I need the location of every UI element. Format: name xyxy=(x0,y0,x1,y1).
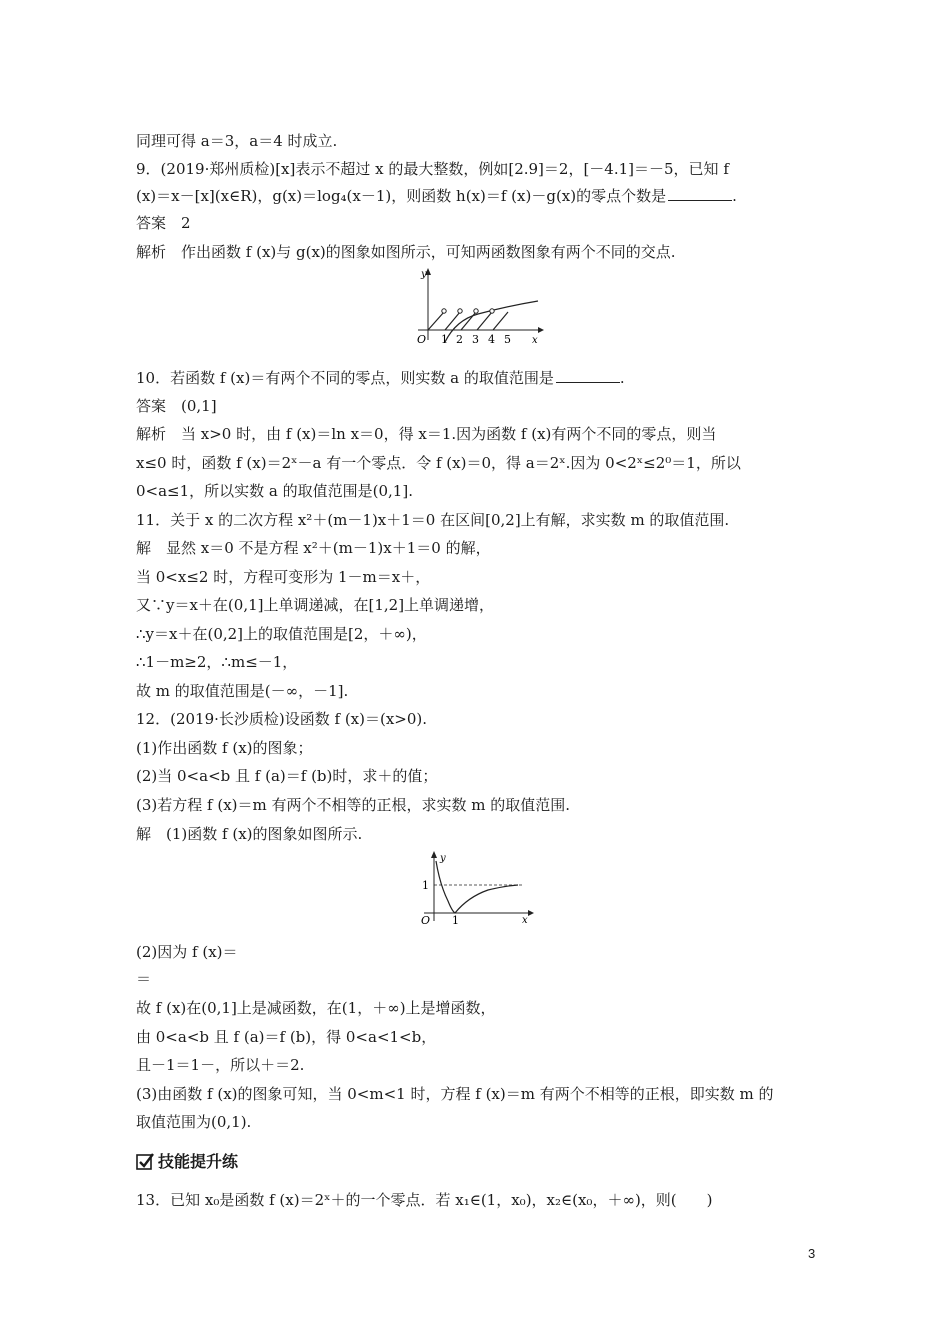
answer-blank xyxy=(668,186,732,201)
y-axis-label: y xyxy=(440,853,446,864)
text-line: (2)因为 f (x)＝ xyxy=(136,943,238,961)
analysis-line: 解析 作出函数 f (x)与 g(x)的图象如图所示，可知两函数图象有两个不同的交点. xyxy=(136,243,676,261)
x-axis-label: x xyxy=(532,335,538,346)
text-line: ＝ xyxy=(136,970,152,988)
text-line: 13．已知 x₀是函数 f (x)＝2ˣ＋的一个零点．若 x₁∈(1，x₀)，x₂∈(x₀，＋∞)，则( ) xyxy=(136,1191,713,1209)
text-line: (3)由函数 f (x)的图象可知，当 0<m<1 时，方程 f (x)＝m 有两个不相等的正根，即实数 m 的 xyxy=(136,1085,774,1103)
text-line: 12．(2019·长沙质检)设函数 f (x)＝(x>0). xyxy=(136,710,428,728)
section-heading xyxy=(136,1152,238,1172)
page-number: 3 xyxy=(808,1246,816,1261)
answer-line: 答案 (0,1] xyxy=(136,397,217,415)
x-tick-label: 1 xyxy=(441,333,448,346)
y-tick-label: 1 xyxy=(422,879,429,892)
text-line: (2)当 0<a<b 且 f (a)＝f (b)时，求＋的值； xyxy=(136,767,438,785)
text-line: ∴y＝x＋在(0,2]上的取值范围是[2，＋∞)， xyxy=(136,625,427,643)
answer-blank xyxy=(556,368,620,383)
origin-label: O xyxy=(421,914,431,925)
text-line: 11．关于 x 的二次方程 x²＋(m－1)x＋1＝0 在区间[0,2]上有解，求实数 m 的取值范围. xyxy=(136,511,730,529)
text-line: 又∵y＝x＋在(0,1]上单调递减，在[1,2]上单调递增， xyxy=(136,596,495,614)
x-tick-label: 4 xyxy=(488,333,495,346)
x-tick-label: 2 xyxy=(456,333,463,346)
figure-abs-function-graph xyxy=(418,851,534,925)
text-line: 同理可得 a＝3，a＝4 时成立. xyxy=(136,132,338,150)
text-line xyxy=(136,186,737,206)
y-axis-label: y xyxy=(421,269,427,280)
checkbox-check-icon xyxy=(136,1153,154,1171)
text-line: 解 显然 x＝0 不是方程 x²＋(m－1)x＋1＝0 的解， xyxy=(136,539,491,557)
text-segment: (x)＝x－[x](x∈R)，g(x)＝log₄(x－1)，则函数 h(x)＝f (x)－g(x)的零点个数是 xyxy=(136,187,667,205)
text-line: 9．(2019·郑州质检)[x]表示不超过 x 的最大整数，例如[2.9]＝2，[－4.1]＝－5，已知 f xyxy=(136,160,729,178)
origin-label: O xyxy=(417,333,427,346)
x-axis-label: x xyxy=(522,915,528,925)
text-line: 解 (1)函数 f (x)的图象如图所示. xyxy=(136,825,363,843)
answer-line: 答案 2 xyxy=(136,214,191,232)
text-line: (3)若方程 f (x)＝m 有两个不相等的正根，求实数 m 的取值范围. xyxy=(136,796,571,814)
text-line: (1)作出函数 f (x)的图象； xyxy=(136,739,313,757)
x-tick-label: 3 xyxy=(472,333,479,346)
text-line: 当 0<x≤2 时，方程可变形为 1－m＝x＋， xyxy=(136,568,431,586)
text-segment: . xyxy=(619,369,625,387)
x-tick-label: 5 xyxy=(504,333,511,346)
text-line: 且－1＝1－，所以＋＝2. xyxy=(136,1056,305,1074)
analysis-line: 解析 当 x>0 时，由 f (x)＝ln x＝0，得 x＝1.因为函数 f (x)有两个不同的零点，则当 xyxy=(136,425,717,443)
text-line: 故 m 的取值范围是(－∞，－1]. xyxy=(136,682,349,700)
figure-floor-function-graph xyxy=(408,268,544,346)
text-segment: 10．若函数 f (x)＝有两个不同的零点，则实数 a 的取值范围是 xyxy=(136,369,554,387)
text-line: 取值范围为(0,1). xyxy=(136,1113,252,1131)
x-tick-label: 1 xyxy=(452,914,459,925)
section-title: 技能提升练 xyxy=(158,1152,239,1171)
text-line: 故 f (x)在(0,1]上是减函数，在(1，＋∞)上是增函数， xyxy=(136,999,496,1017)
text-line: 0<a≤1，所以实数 a 的取值范围是(0,1]. xyxy=(136,482,413,500)
text-line: x≤0 时，函数 f (x)＝2ˣ－a 有一个零点．令 f (x)＝0，得 a＝2ˣ.因为 0<2ˣ≤2⁰＝1，所以 xyxy=(136,454,741,472)
text-line: ∴1－m≥2，∴m≤－1， xyxy=(136,653,298,671)
text-line: 由 0<a<b 且 f (a)＝f (b)，得 0<a<1<b， xyxy=(136,1028,437,1046)
text-segment: . xyxy=(732,187,737,205)
text-line xyxy=(136,368,625,388)
